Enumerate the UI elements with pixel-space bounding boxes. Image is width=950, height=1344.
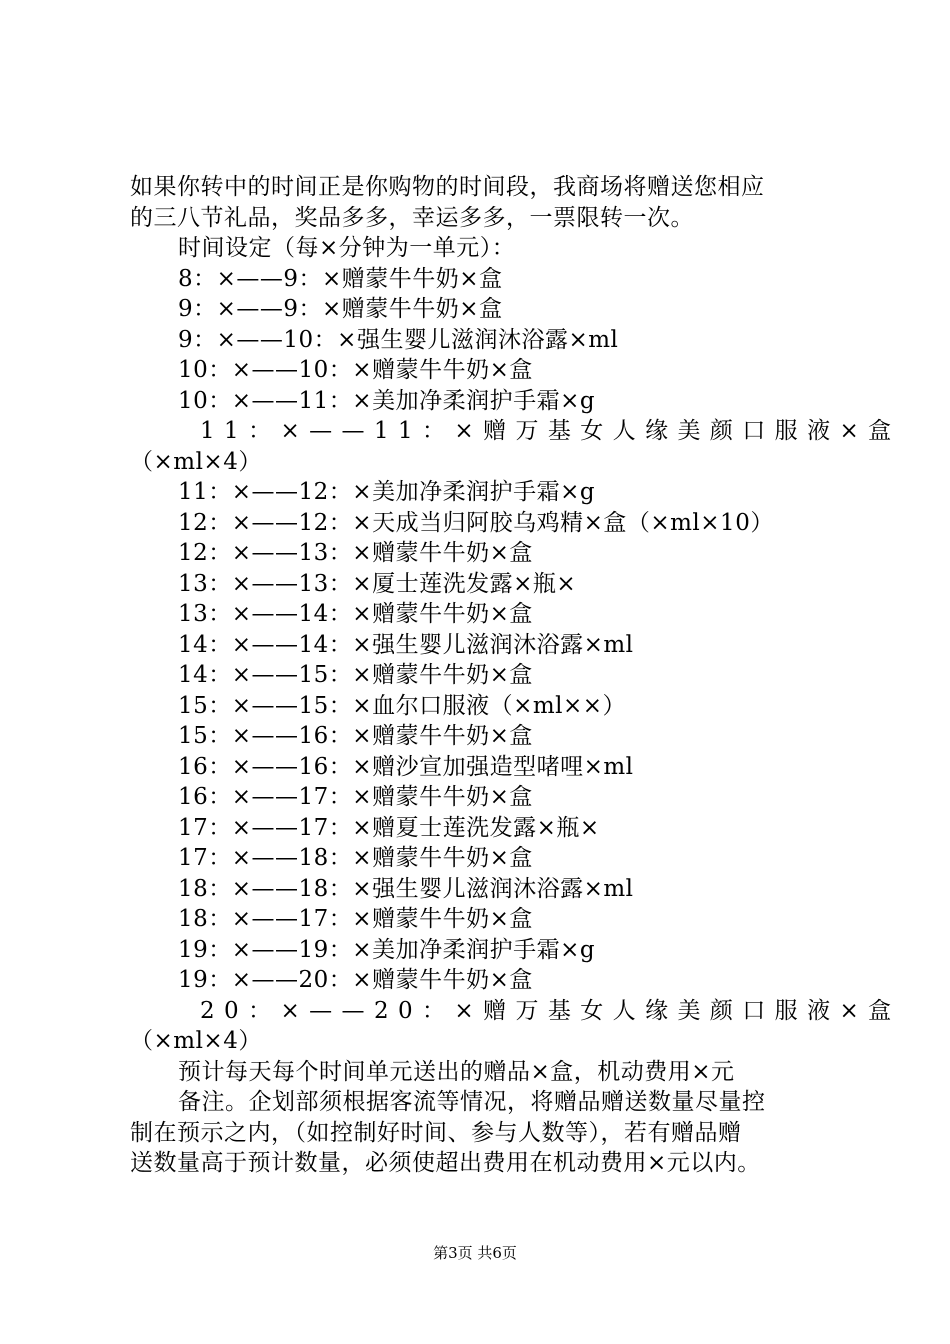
intro-line-2: 的三八节礼品，奖品多多，幸运多多，一票限转一次。: [130, 204, 694, 231]
estimate-line: 预计每天每个时间单元送出的赠品×盒，机动费用×元: [178, 1058, 735, 1085]
note-line-2: 制在预示之内，（如控制好时间、参与人数等），若有赠品赠: [130, 1119, 742, 1146]
schedule-item: 18：×——18：×强生婴儿滋润沐浴露×ml: [178, 875, 634, 902]
schedule-item: 14：×——14：×强生婴儿滋润沐浴露×ml: [178, 631, 634, 658]
schedule-item: 16：×——16：×赠沙宣加强造型啫哩×ml: [178, 753, 634, 780]
schedule-item: 10：×——11：×美加净柔润护手霜×g: [178, 387, 596, 414]
schedule-item: 9：×——10：×强生婴儿滋润沐浴露×ml: [178, 326, 619, 353]
document-body: [130, 172, 901, 1179]
note-line-1: 备注。企划部须根据客流等情况，将赠品赠送数量尽量控: [178, 1089, 766, 1115]
schedule-item: 18：×——17：×赠蒙牛牛奶×盒: [178, 906, 533, 932]
schedule-item: 14：×——15：×赠蒙牛牛奶×盒: [178, 662, 533, 688]
schedule-item: 15：×——15：×血尔口服液（×ml××）: [178, 692, 627, 719]
schedule-item: 8：×——9：×赠蒙牛牛奶×盒: [178, 265, 503, 292]
schedule-item-wrapped-continuation: （×ml×4）: [130, 448, 262, 475]
schedule-item: 17：×——18：×赠蒙牛牛奶×盒: [178, 845, 533, 871]
schedule-item: 19：×——19：×美加净柔润护手霜×g: [178, 936, 596, 963]
schedule-item-wrapped: 11：×——11：×赠万基女人缘美颜口服液×盒: [200, 418, 901, 444]
schedule-heading: 时间设定（每×分钟为一单元）：: [178, 235, 516, 261]
schedule-item: 12：×——13：×赠蒙牛牛奶×盒: [178, 540, 533, 566]
schedule-item: 15：×——16：×赠蒙牛牛奶×盒: [178, 723, 533, 749]
schedule-item: 12：×——12：×天成当归阿胶乌鸡精×盒（×ml×10）: [178, 509, 774, 536]
schedule-item: 19：×——20：×赠蒙牛牛奶×盒: [178, 967, 533, 993]
intro-line-1: 如果你转中的时间正是你购物的时间段，我商场将赠送您相应: [130, 174, 765, 200]
schedule-item: 11：×——12：×美加净柔润护手霜×g: [178, 479, 596, 505]
page-number-footer: 第3页 共6页: [433, 1244, 517, 1262]
schedule-item: 16：×——17：×赠蒙牛牛奶×盒: [178, 784, 533, 810]
schedule-item: 9：×——9：×赠蒙牛牛奶×盒: [178, 296, 503, 322]
schedule-item: 17：×——17：×赠夏士莲洗发露×瓶×: [178, 814, 600, 841]
schedule-item: 13：×——14：×赠蒙牛牛奶×盒: [178, 601, 533, 627]
schedule-item-wrapped: 20：×——20：×赠万基女人缘美颜口服液×盒: [200, 997, 901, 1024]
schedule-item: 10：×——10：×赠蒙牛牛奶×盒: [178, 357, 533, 383]
schedule-item-wrapped-continuation: （×ml×4）: [130, 1028, 262, 1054]
note-line-3: 送数量高于预计数量，必须使超出费用在机动费用×元以内。: [130, 1150, 761, 1176]
schedule-item: 13：×——13：×厦士莲洗发露×瓶×: [178, 570, 577, 597]
